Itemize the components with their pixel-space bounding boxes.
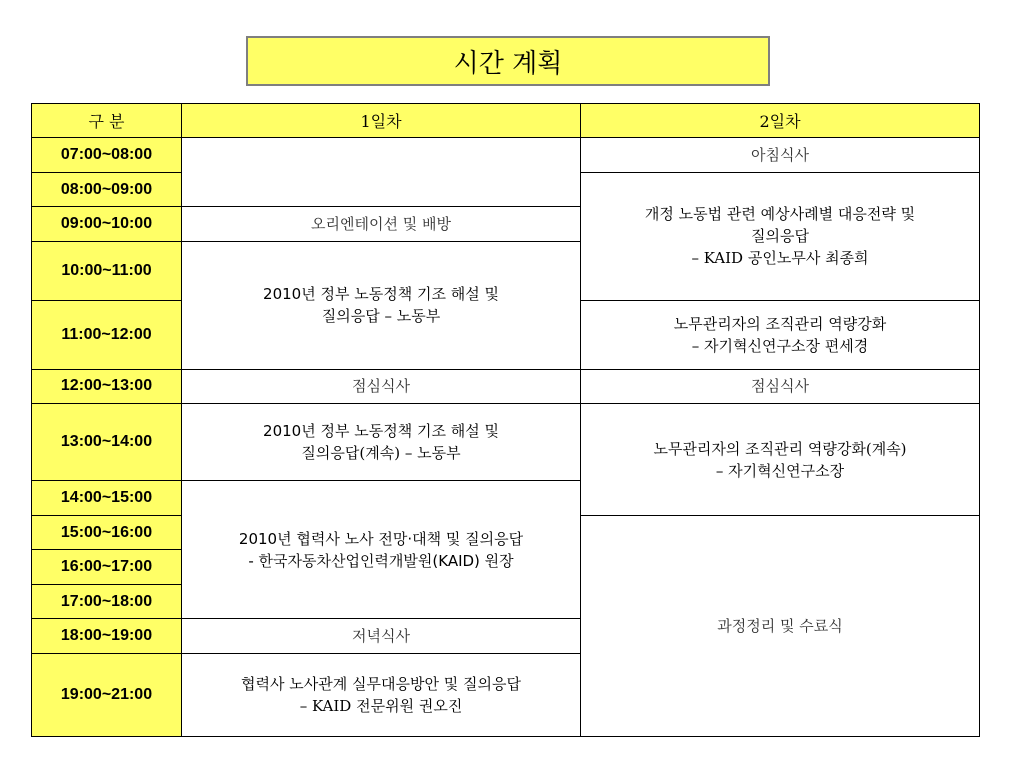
session-speaker: – KAID 공인노무사 최종희 [691, 249, 869, 268]
time-slot: 09:00~10:00 [32, 207, 182, 241]
time-slot: 14:00~15:00 [32, 481, 182, 515]
time-slot: 17:00~18:00 [32, 584, 182, 618]
day2-session-org-mgmt-cont [581, 404, 980, 516]
day1-session-outlook [182, 481, 581, 619]
time-slot: 12:00~13:00 [32, 369, 182, 403]
day2-session-labor-law [581, 172, 980, 300]
table-row [32, 404, 980, 481]
session-speaker: – 자기혁신연구소장 [715, 461, 845, 480]
time-slot: 07:00~08:00 [32, 138, 182, 172]
session-line: 질의응답 [751, 227, 809, 246]
day1-session-practice [182, 653, 581, 736]
table-row [32, 369, 980, 403]
time-slot: 16:00~17:00 [32, 550, 182, 584]
session-speaker: – 자기혁신연구소장 편세경 [691, 336, 869, 355]
time-slot: 18:00~19:00 [32, 619, 182, 653]
session-line: 개정 노동법 관련 예상사례별 대응전략 및 [644, 205, 916, 224]
day2-lunch: 점심식사 [581, 369, 980, 403]
session-line: 노무관리자의 조직관리 역량강화 [673, 314, 887, 333]
table-row [32, 138, 980, 172]
day2-breakfast: 아침식사 [581, 138, 980, 172]
session-line: 협력사 노사관계 실무대응방안 및 질의응답 [241, 674, 521, 693]
time-slot: 11:00~12:00 [32, 300, 182, 369]
day1-lunch: 점심식사 [182, 369, 581, 403]
schedule-table [31, 103, 980, 737]
day1-orientation: 오리엔테이션 및 배방 [182, 207, 581, 241]
time-slot: 10:00~11:00 [32, 241, 182, 300]
day2-closing: 과정정리 및 수료식 [581, 515, 980, 736]
session-line: 노무관리자의 조직관리 역량강화(계속) [653, 439, 907, 458]
session-speaker: - 한국자동차산업인력개발원(KAID) 원장 [248, 551, 514, 570]
page-title [246, 36, 770, 86]
day1-dinner: 저녁식사 [182, 619, 581, 653]
day2-session-org-mgmt [581, 300, 980, 369]
header-day2: 2일차 [581, 104, 980, 138]
page-title-text: 시간 계획 [453, 48, 563, 79]
session-line: 2010년 협력사 노사 전망·대책 및 질의응답 [238, 529, 524, 548]
day1-session-policy-cont [182, 404, 581, 481]
session-line: 2010년 정부 노동정책 기조 해설 및 [263, 285, 499, 304]
session-line: 질의응답(계속) – 노동부 [301, 444, 461, 463]
time-slot: 19:00~21:00 [32, 653, 182, 736]
header-row [32, 104, 980, 138]
time-slot: 13:00~14:00 [32, 404, 182, 481]
time-slot: 08:00~09:00 [32, 172, 182, 206]
session-line: 2010년 정부 노동정책 기조 해설 및 [263, 422, 499, 441]
day1-session-policy [182, 241, 581, 369]
header-category: 구 분 [32, 104, 182, 138]
day1-empty-cell [182, 138, 581, 207]
session-speaker: – KAID 전문위원 권오진 [299, 696, 463, 715]
session-line: 질의응답 – 노동부 [321, 307, 441, 326]
header-day1: 1일차 [182, 104, 581, 138]
time-slot: 15:00~16:00 [32, 515, 182, 549]
